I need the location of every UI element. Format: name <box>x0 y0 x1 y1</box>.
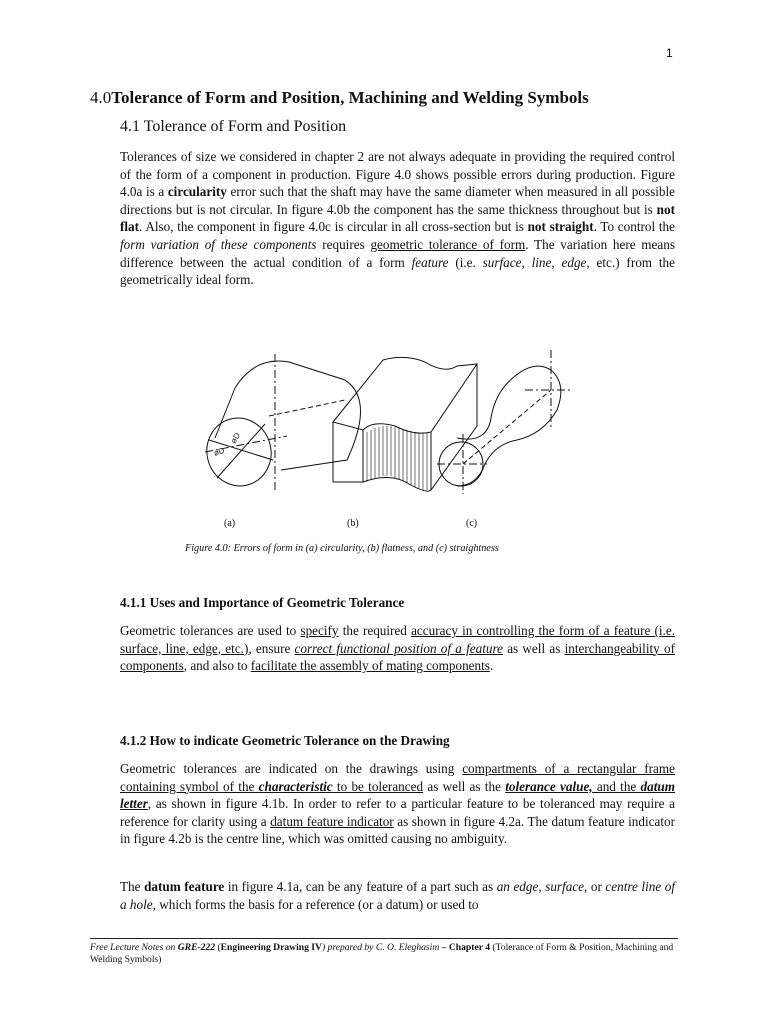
section-heading: 4.1 Tolerance of Form and Position <box>120 118 347 135</box>
text-run: geometric tolerance of form <box>370 236 526 252</box>
text-run: (i.e. <box>448 254 483 270</box>
text-run: form variation of these components <box>120 236 317 252</box>
page-number: 1 <box>666 46 673 60</box>
figure-label-a: (a) <box>224 518 236 529</box>
text-run: (Tolerance of Form & Position, Machining and Welding Symbols) <box>90 942 674 965</box>
straightness-shaft <box>437 350 573 494</box>
text-run: The <box>120 879 145 894</box>
text-run: not straight <box>527 219 594 235</box>
text-run: ( <box>215 942 221 953</box>
text-run: Engineering Drawing IV <box>220 942 322 953</box>
text-run: datum feature indicator <box>270 813 394 829</box>
text-run: as well as <box>502 640 565 656</box>
text-run: , ensure <box>248 640 295 656</box>
text-run: characteristic <box>258 778 333 794</box>
text-run: surface <box>545 879 585 894</box>
text-run: . Also, the component in figure 4.0c is circular in all cross-section but is <box>139 219 528 235</box>
section-4-1-2-paragraph-2 <box>120 878 675 913</box>
text-run: – <box>439 942 449 953</box>
text-run: tolerance value, <box>505 778 593 794</box>
text-run: circularity <box>167 184 227 200</box>
page-footer <box>90 942 678 966</box>
text-run: ) prepared by C. O. Eleghasim <box>321 942 440 953</box>
dimension-label: øD <box>212 445 226 458</box>
text-run: Free Lecture Notes on <box>90 942 178 953</box>
text-run: line <box>531 254 552 270</box>
text-run: accuracy in controlling the form of a feature (i.e. surface, line, edge, etc.) <box>120 623 675 656</box>
text-run: surface <box>482 254 522 270</box>
heading-title: Tolerance of Form and Position, Machining and Welding Symbols <box>111 88 589 107</box>
figure-label-b: (b) <box>347 518 359 529</box>
text-run: centre line of a hole <box>120 879 676 912</box>
chapter-heading <box>90 88 589 108</box>
text-run: in figure 4.1a, can be any feature of a part such as <box>224 879 497 894</box>
text-run: , <box>551 254 562 270</box>
text-run: not flat <box>120 201 675 235</box>
text-run: specify <box>300 623 339 638</box>
text-run: correct functional position of a feature <box>294 640 503 656</box>
text-run: . <box>489 658 494 674</box>
footer-divider <box>90 938 678 939</box>
figure-drawing <box>195 340 625 540</box>
figure-caption: Figure 4.0: Errors of form in (a) circularity, (b) flatness, and (c) straightness <box>185 543 499 554</box>
text-run: to be toleranced <box>332 778 424 794</box>
text-run: datum letter <box>120 778 675 812</box>
section-4-1-1-paragraph <box>120 622 675 675</box>
text-run: , and also to <box>183 658 251 674</box>
text-run: error such that the shaft may have the same diameter when measured in all possible directions but is not circular. In figure 4.0b the component has the same thickness throughout but is <box>120 184 675 217</box>
text-run: facilitate the assembly of mating components <box>250 658 490 674</box>
text-run: Geometric tolerances are indicated on the drawings using <box>120 761 463 776</box>
text-run: edge <box>561 254 587 270</box>
text-run: GRE-222 <box>177 942 216 953</box>
text-run: . The variation here means difference between the actual condition of a form <box>120 236 675 270</box>
figure-4-0 <box>195 340 625 545</box>
text-run: feature <box>411 254 449 270</box>
text-run: datum feature <box>144 879 225 894</box>
text-run: an edge <box>496 879 539 894</box>
text-run: as well as the <box>423 778 506 794</box>
flatness-block <box>333 357 477 491</box>
section-4-1-1-title: 4.1.1 Uses and Importance of Geometric Tolerance <box>120 595 405 610</box>
intro-paragraph <box>120 148 675 289</box>
text-run: interchangeability of components <box>120 640 675 674</box>
text-run: requires <box>316 236 371 252</box>
text-run: Tolerances of size we considered in chapter 2 are not always adequate in providing the required control of the form of a component in production. Figure 4.0 shows possible errors during production. Figure 4.0a is a <box>120 149 675 200</box>
figure-label-c: (c) <box>466 518 478 529</box>
circularity-cylinder <box>199 354 360 493</box>
text-run: Chapter 4 <box>448 942 490 953</box>
text-run: , <box>538 879 546 894</box>
text-run: , as shown in figure 4.1b. In order to refer to a particular feature to be toleranced may require a reference for clarity using a <box>120 796 675 829</box>
text-run: , which forms the basis for a reference (or a datum) or used to <box>152 896 479 912</box>
section-4-1-2-paragraph-1 <box>120 760 675 848</box>
text-run: the required <box>338 623 412 638</box>
heading-number: 4.0 <box>90 88 112 107</box>
text-run: and the <box>592 778 641 794</box>
text-run: , etc.) from the geometrically ideal form. <box>120 254 675 288</box>
dimension-label: øD <box>228 431 243 445</box>
text-run: Geometric tolerances are used to <box>120 623 301 638</box>
text-run: , or <box>584 879 606 894</box>
section-4-1-2-title: 4.1.2 How to indicate Geometric Tolerance on the Drawing <box>120 733 450 748</box>
text-run: , <box>521 254 532 270</box>
text-run: as shown in figure 4.2a. The datum feature indicator in figure 4.2b is the centre line, which was omitted causing no ambiguity. <box>120 813 676 847</box>
text-run: . To control the <box>593 219 675 235</box>
text-run: compartments of a rectangular frame containing symbol of the <box>120 761 675 794</box>
